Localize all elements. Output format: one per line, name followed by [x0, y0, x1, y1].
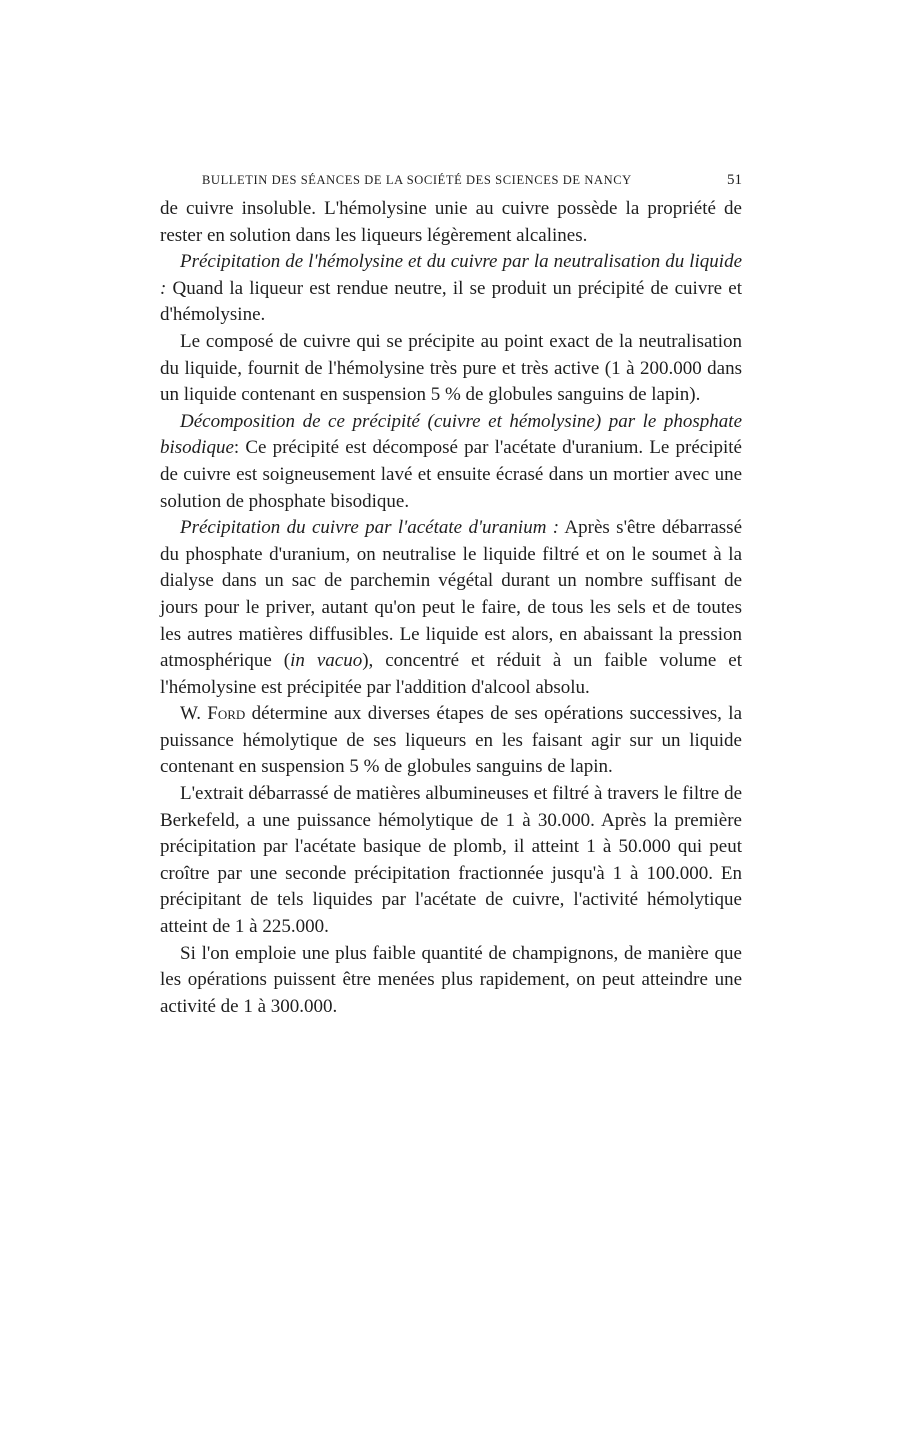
body-text: [160, 196, 742, 1020]
paragraph-text: de cuivre insoluble. L'hémolysine unie au cuivre possède la propriété de rester en solution dans les liqueurs légèrement alcalines.: [160, 198, 742, 246]
paragraph-text: ), concentré et réduit à un faible volume et l'hémolysine est précipitée par l'addition d'alcool absolu.: [160, 650, 742, 698]
paragraph-1: [160, 196, 742, 249]
author-name: W. Ford: [180, 703, 246, 725]
paragraph-4: [160, 409, 742, 515]
book-page: [160, 172, 742, 1020]
paragraph-7: [160, 781, 742, 941]
paragraph-3: [160, 329, 742, 409]
running-head: [202, 172, 742, 196]
paragraph-heading-italic: Précipitation de l'hémolysine et du cuivre par la neutralisation du liquide :: [160, 251, 742, 299]
paragraph-text: Après s'être débarrassé du phosphate d'uranium, on neutralise le liquide filtré et on le soumet à la dialyse dans un sac de parchemin végétal durant un nombre suffisant de jours pour le priver, autant qu'on peut le faire, de tous les sels et de toutes les autres matières diffusibles. Le liquide est alors, en abaissant la pression atmosphérique (: [160, 517, 742, 672]
page-number: 51: [727, 172, 742, 188]
paragraph-5: [160, 515, 742, 701]
italic-term: in vacuo: [290, 650, 363, 672]
paragraph-heading-italic: Décomposition de ce précipité (cuivre et hémolysine) par le phosphate bisodique: [160, 410, 742, 459]
paragraph-text: Quand la liqueur est rendue neutre, il se produit un précipité de cuivre et d'hémolysine.: [160, 277, 742, 326]
running-title: BULLETIN DES SÉANCES DE LA SOCIÉTÉ DES SCIENCES DE NANCY: [202, 173, 632, 187]
paragraph-text: L'extrait débarrassé de matières albumineuses et filtré à travers le filtre de Berkefeld, a une puissance hémolytique de 1 à 30.000. Après la première précipitation par l'acétate basique de plomb, il atteint 1 à 50.000 qui peut croître par une seconde précipitation fractionnée jusqu'à 1 à 100.000. En précipitant de tels liquides par l'acétate de cuivre, l'activité hémolytique atteint de 1 à 225.000.: [160, 783, 742, 938]
paragraph-text: détermine aux diverses étapes de ses opérations successives, la puissance hémolytique de ses liqueurs en les faisant agir sur un liquide contenant en suspension 5 % de globules sanguins de lapin.: [160, 703, 742, 778]
paragraph-6: [160, 701, 742, 781]
paragraph-text: Si l'on emploie une plus faible quantité de champignons, de manière que les opérations puissent être menées plus rapidement, on peut atteindre une activité de 1 à 300.000.: [160, 942, 742, 1017]
paragraph-text: Le composé de cuivre qui se précipite au point exact de la neutralisation du liquide, fournit de l'hémolysine très pure et très active (1 à 200.000 dans un liquide contenant en suspension 5 % de globules sanguins de lapin).: [160, 330, 742, 406]
paragraph-heading-italic: Précipitation du cuivre par l'acétate d'uranium :: [180, 517, 560, 539]
paragraph-text: : Ce précipité est décomposé par l'acétate d'uranium. Le précipité de cuivre est soigneusement lavé et ensuite écrasé dans un mortier avec une solution de phosphate bisodique.: [160, 437, 742, 512]
paragraph-8: [160, 941, 742, 1021]
paragraph-2: [160, 249, 742, 329]
